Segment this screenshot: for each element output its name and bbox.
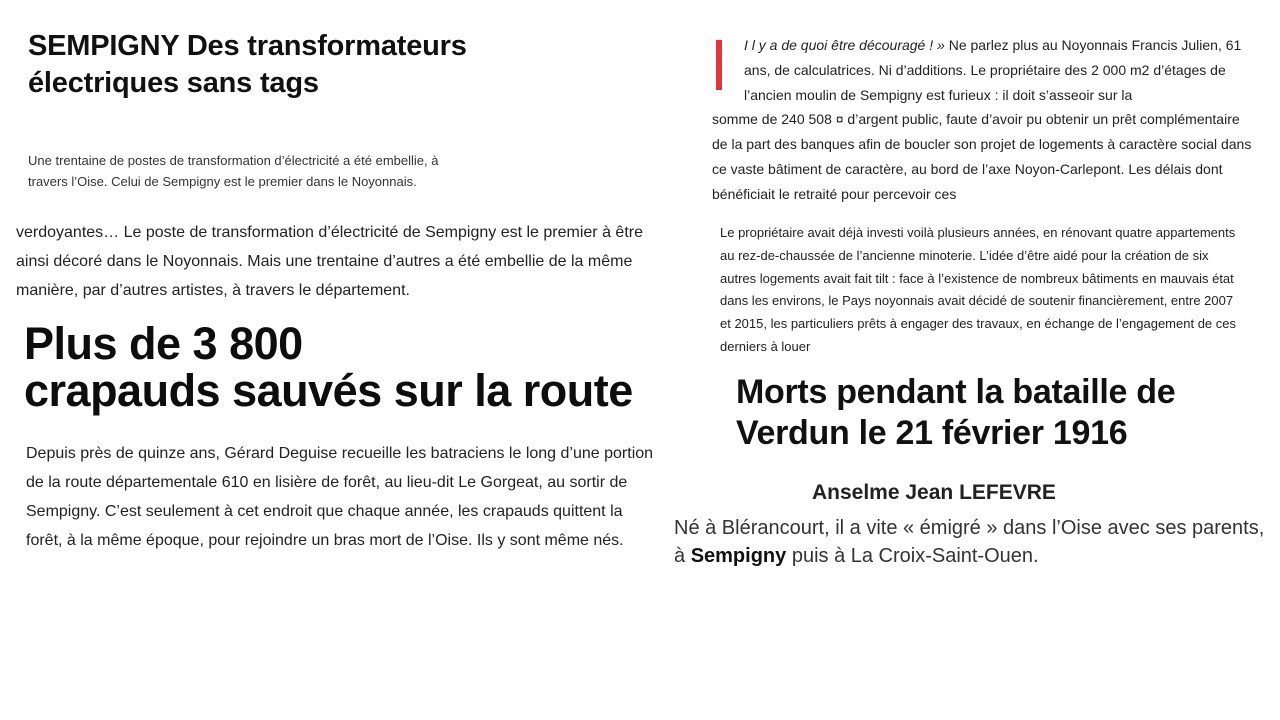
crapauds-headline [24, 320, 684, 414]
crapauds-body: Depuis près de quinze ans, Gérard Deguise recueille les batraciens le long d’une portion de la route départementale 610 en lisière de forêt, au lieu-dit Le Gorgeat, au sortir de Sempigny. C’est seulement à cet endroit que chaque année, les crapauds quittent la forêt, à la même époque, pour rejoindre un bras mort de l’Oise. Ils y sont même nés. [26, 445, 654, 549]
transformateurs-headline: SEMPIGNY Des transformateurs électriques sans tags [28, 30, 467, 99]
moulin-lead-indented [712, 33, 1252, 107]
moulin-lead-italic: I l y a de quoi être découragé ! » [744, 37, 945, 53]
verdun-headline: Morts pendant la bataille de Verdun le 21 février 1916 [736, 373, 1176, 452]
transformateurs-subtitle: Une trentaine de postes de transformation d’électricité a été embellie, à travers l’Oise. Celui de Sempigny est le premier dans le Noyonnais. [28, 153, 439, 189]
moulin-body: Le propriétaire avait déjà investi voilà plusieurs années, en rénovant quatre appartements au rez-de-chaussée de l’ancienne minoterie. L’idée d’être aidé pour la création de six autres logements avait fait tilt : face à l’existence de nombreux bâtiments en mauvais état dans les environs, le Pays noyonnais avait décidé de soutenir financièrement, entre 2007 et 2015, les particuliers prêts à engager des travaux, en échange de l’engagement de ces derniers à louer [720, 225, 1237, 354]
transformateurs-body: verdoyantes… Le poste de transformation d’électricité de Sempigny est le premier à être ainsi décoré dans le Noyonnais. Mais une trentaine d’autres a été embellie de la même manière, par d’autres artistes, à travers le département. [16, 224, 643, 299]
moulin-lead-rest: somme de 240 508 ¤ d’argent public, faute d’avoir pu obtenir un prêt complémentaire de la part des banques afin de boucler son projet de logements à caractère social dans ce vaste bâtiment de caractère, au bord de l’axe Noyon-Carlepont. Les délais dont bénéficiait le retraité pour percevoir ces [712, 111, 1252, 202]
verdun-body-end: puis à La Croix-Saint-Ouen. [786, 545, 1039, 567]
soldier-name: Anselme Jean LEFEVRE [812, 481, 1056, 504]
verdun-body [674, 514, 1274, 570]
verdun-body-start: Né à Blérancourt, il a vite « émigré » dans l’Oise avec ses parents, à [674, 517, 1265, 567]
crapauds-headline-line2: crapauds sauvés sur la route [24, 365, 633, 416]
verdun-body-bold: Sempigny [690, 545, 787, 567]
moulin-lead-indented-text: Ne parlez plus au Noyonnais Francis Julien, 61 ans, de calculatrices. Ni d’additions. Le propriétaire des 2 000 m2 d’étages de l’ancien moulin de Sempigny est furieux : il doit s’asseoir sur la [744, 37, 1242, 103]
crapauds-headline-line1: Plus de 3 800 [24, 318, 303, 369]
moulin-lead [712, 33, 1252, 207]
